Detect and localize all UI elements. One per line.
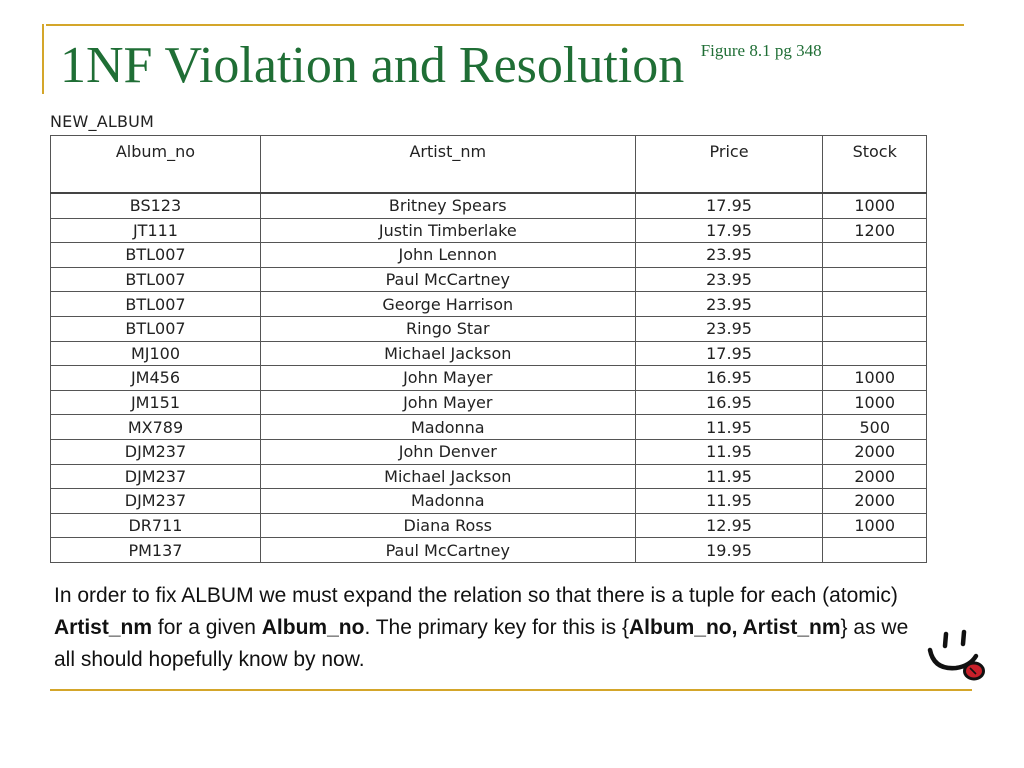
top-rule bbox=[46, 24, 964, 26]
table-row bbox=[51, 292, 927, 317]
table-row bbox=[51, 513, 927, 538]
price-cell: 23.95 bbox=[635, 267, 823, 292]
stock-cell bbox=[823, 316, 927, 341]
price-cell: 16.95 bbox=[635, 366, 823, 391]
artist-nm-cell: Justin Timberlake bbox=[260, 218, 635, 243]
caption-bold-artist: Artist_nm bbox=[54, 616, 153, 639]
artist-nm-cell: Paul McCartney bbox=[260, 538, 635, 563]
left-rule bbox=[42, 24, 44, 94]
stock-cell: 500 bbox=[823, 415, 927, 440]
caption-text: In order to fix ALBUM we must expand the relation so that there is a tuple for each (atomic) bbox=[54, 584, 898, 607]
artist-nm-cell: Paul McCartney bbox=[260, 267, 635, 292]
album-no-cell: DJM237 bbox=[51, 489, 261, 514]
stock-cell bbox=[823, 292, 927, 317]
bottom-rule bbox=[50, 689, 972, 691]
stock-cell: 2000 bbox=[823, 489, 927, 514]
album-no-cell: DJM237 bbox=[51, 464, 261, 489]
table-row bbox=[51, 267, 927, 292]
caption-text: . The primary key for this is { bbox=[364, 616, 629, 639]
table-name: NEW_ALBUM bbox=[50, 112, 155, 131]
price-cell: 17.95 bbox=[635, 218, 823, 243]
table-row bbox=[51, 316, 927, 341]
table-row bbox=[51, 439, 927, 464]
caption-bold-album: Album_no bbox=[261, 616, 365, 639]
album-no-cell: BTL007 bbox=[51, 292, 261, 317]
table-row bbox=[51, 193, 927, 218]
album-no-cell: PM137 bbox=[51, 538, 261, 563]
artist-nm-cell: Madonna bbox=[260, 489, 635, 514]
price-cell: 11.95 bbox=[635, 439, 823, 464]
table-row bbox=[51, 464, 927, 489]
table-row bbox=[51, 538, 927, 563]
artist-nm-cell: John Denver bbox=[260, 439, 635, 464]
caption-text: for a given bbox=[152, 616, 262, 639]
artist-nm-cell: Diana Ross bbox=[260, 513, 635, 538]
stock-cell bbox=[823, 267, 927, 292]
stock-cell bbox=[823, 341, 927, 366]
price-cell: 17.95 bbox=[635, 193, 823, 218]
caption-bold-key: Album_no, Artist_nm bbox=[628, 616, 841, 639]
table-row bbox=[51, 243, 927, 268]
stock-cell: 1000 bbox=[823, 513, 927, 538]
stock-cell bbox=[823, 243, 927, 268]
artist-nm-cell: John Mayer bbox=[260, 390, 635, 415]
artist-nm-cell: John Lennon bbox=[260, 243, 635, 268]
price-cell: 12.95 bbox=[635, 513, 823, 538]
album-no-cell: JT111 bbox=[51, 218, 261, 243]
album-no-cell: MX789 bbox=[51, 415, 261, 440]
slide-subtitle: Figure 8.1 pg 348 bbox=[700, 41, 822, 60]
stock-cell: 2000 bbox=[823, 464, 927, 489]
table-row bbox=[51, 415, 927, 440]
table-row bbox=[51, 218, 927, 243]
price-cell: 17.95 bbox=[635, 341, 823, 366]
stock-cell: 1200 bbox=[823, 218, 927, 243]
price-cell: 11.95 bbox=[635, 489, 823, 514]
stock-cell: 1000 bbox=[823, 193, 927, 218]
artist-nm-cell: Michael Jackson bbox=[260, 341, 635, 366]
album-table bbox=[50, 135, 927, 563]
table-row bbox=[51, 341, 927, 366]
artist-nm-cell: John Mayer bbox=[260, 366, 635, 391]
column-header-album-no: Album_no bbox=[51, 136, 261, 194]
album-no-cell: JM151 bbox=[51, 390, 261, 415]
artist-nm-cell: Ringo Star bbox=[260, 316, 635, 341]
stock-cell: 1000 bbox=[823, 390, 927, 415]
table-body bbox=[51, 193, 927, 562]
column-header-artist-nm: Artist_nm bbox=[260, 136, 635, 194]
album-no-cell: JM456 bbox=[51, 366, 261, 391]
stock-cell: 1000 bbox=[823, 366, 927, 391]
table-row bbox=[51, 390, 927, 415]
artist-nm-cell: Madonna bbox=[260, 415, 635, 440]
column-header-price: Price bbox=[635, 136, 823, 194]
price-cell: 23.95 bbox=[635, 316, 823, 341]
title-area bbox=[60, 37, 822, 94]
table-row bbox=[51, 366, 927, 391]
price-cell: 19.95 bbox=[635, 538, 823, 563]
column-header-stock: Stock bbox=[823, 136, 927, 194]
slide-title: 1NF Violation and Resolution bbox=[60, 37, 685, 94]
price-cell: 23.95 bbox=[635, 243, 823, 268]
artist-nm-cell: Michael Jackson bbox=[260, 464, 635, 489]
table-header-row bbox=[51, 136, 927, 194]
artist-nm-cell: Britney Spears bbox=[260, 193, 635, 218]
price-cell: 11.95 bbox=[635, 464, 823, 489]
price-cell: 23.95 bbox=[635, 292, 823, 317]
explanation-text bbox=[54, 580, 934, 676]
album-no-cell: DJM237 bbox=[51, 439, 261, 464]
album-no-cell: DR711 bbox=[51, 513, 261, 538]
stock-cell: 2000 bbox=[823, 439, 927, 464]
album-no-cell: BS123 bbox=[51, 193, 261, 218]
table-row bbox=[51, 489, 927, 514]
caption-text: } as we all should hopefully know by now. bbox=[54, 616, 909, 671]
tongue-out-smiley-icon bbox=[924, 626, 990, 688]
album-no-cell: MJ100 bbox=[51, 341, 261, 366]
price-cell: 16.95 bbox=[635, 390, 823, 415]
stock-cell bbox=[823, 538, 927, 563]
album-no-cell: BTL007 bbox=[51, 243, 261, 268]
price-cell: 11.95 bbox=[635, 415, 823, 440]
album-no-cell: BTL007 bbox=[51, 316, 261, 341]
artist-nm-cell: George Harrison bbox=[260, 292, 635, 317]
album-no-cell: BTL007 bbox=[51, 267, 261, 292]
